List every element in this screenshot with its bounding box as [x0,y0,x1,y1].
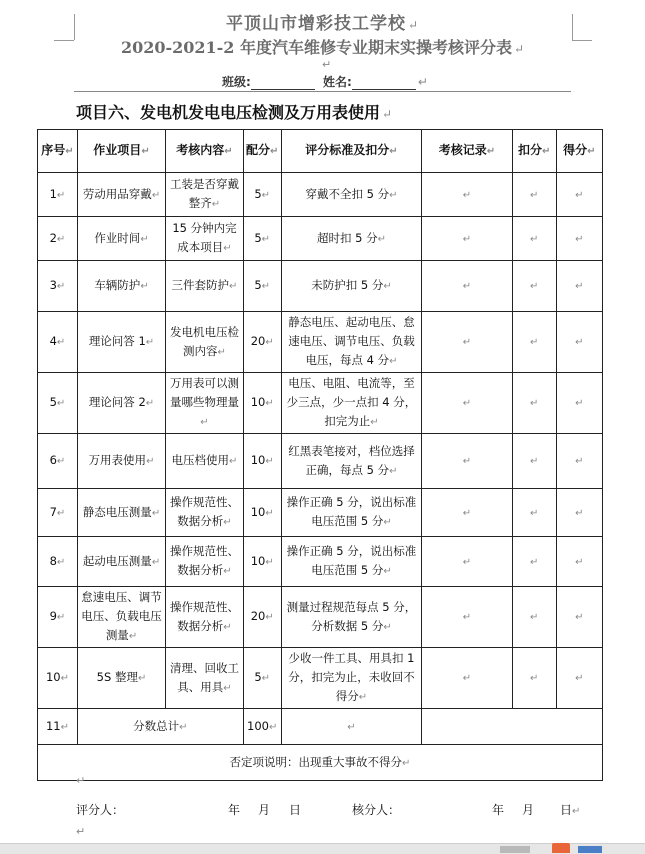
row-score: 5↵ [243,648,281,709]
table-row [38,434,603,489]
row-record-cell[interactable]: ↵ [422,587,512,648]
row-deduction-cell[interactable]: ↵ [512,434,556,489]
name-label: 姓名: [323,75,352,89]
row-no: 2↵ [38,217,78,261]
row-final-cell[interactable]: ↵ [556,434,602,489]
table-row [38,537,603,587]
row-deduction-cell[interactable]: ↵ [512,261,556,312]
row-item: 理论问答 2↵ [77,373,165,434]
table-row [38,261,603,312]
row-final-cell[interactable]: ↵ [556,489,602,537]
row-score: 10↵ [243,537,281,587]
row-item: 理论问答 1↵ [77,312,165,373]
class-name-line: 班级: 姓名: ↵ [222,75,428,89]
total-remaining-cell [422,709,603,745]
total-row [38,709,603,745]
row-no: 9↵ [38,587,78,648]
col-header-item: 作业项目↵ [77,130,165,173]
checker-day-label: 日↵ [560,803,581,817]
grader-year-label: 年 [228,803,241,817]
col-header-no: 序号↵ [38,130,78,173]
row-deduction-cell[interactable]: ↵ [512,537,556,587]
row-final-cell[interactable]: ↵ [556,173,602,217]
class-label: 班级: [222,75,251,89]
row-score: 10↵ [243,489,281,537]
row-content: 15 分钟内完成本项目↵ [166,217,244,261]
row-final-cell[interactable]: ↵ [556,312,602,373]
total-no: 11↵ [38,709,78,745]
app-icon[interactable] [552,843,570,853]
row-no: 1↵ [38,173,78,217]
row-content: 三件套防护↵ [166,261,244,312]
row-no: 3↵ [38,261,78,312]
row-final-cell[interactable]: ↵ [556,261,602,312]
row-item: 车辆防护↵ [77,261,165,312]
row-no: 10↵ [38,648,78,709]
grader-month-label: 月 [258,803,271,817]
row-criteria: 红黑表笔接对，档位选择正确，每点 5 分↵ [281,434,422,489]
row-no: 8↵ [38,537,78,587]
col-header-content: 考核内容↵ [166,130,244,173]
row-record-cell[interactable]: ↵ [422,648,512,709]
total-score: 100↵ [243,709,281,745]
zoom-control[interactable] [578,846,602,853]
row-content: 发电机电压检测内容↵ [166,312,244,373]
row-criteria: 少收一件工具、用具扣 1 分，扣完为止，未收回不得分↵ [281,648,422,709]
table-row [38,373,603,434]
row-item: 劳动用品穿戴↵ [77,173,165,217]
row-final-cell[interactable]: ↵ [556,648,602,709]
row-record-cell[interactable]: ↵ [422,489,512,537]
row-no: 5↵ [38,373,78,434]
paragraph-mark: ↵ [322,58,332,71]
name-blank[interactable] [352,77,416,90]
table-row [38,648,603,709]
row-content: 电压档使用↵ [166,434,244,489]
col-header-record: 考核记录↵ [422,130,512,173]
row-score: 20↵ [243,587,281,648]
row-record-cell[interactable]: ↵ [422,173,512,217]
row-deduction-cell[interactable]: ↵ [512,489,556,537]
status-bar [0,843,645,854]
row-criteria: 测量过程规范每点 5 分，分析数据 5 分↵ [281,587,422,648]
school-title: 平顶山市增彩技工学校 ↵ [225,14,420,34]
row-record-cell[interactable]: ↵ [422,537,512,587]
table-row [38,587,603,648]
row-score: 5↵ [243,217,281,261]
row-content: 操作规范性、数据分析↵ [166,537,244,587]
veto-note: 否定项说明：出现重大事故不得分↵ [38,745,603,781]
row-score: 5↵ [243,173,281,217]
row-content: 工装是否穿戴整齐↵ [166,173,244,217]
row-score: 10↵ [243,373,281,434]
row-record-cell[interactable]: ↵ [422,312,512,373]
col-header-criteria: 评分标准及扣分↵ [281,130,422,173]
row-final-cell[interactable]: ↵ [556,587,602,648]
row-content: 万用表可以测量哪些物理量↵ [166,373,244,434]
exam-title: 2020-2021-2 年度汽车维修专业期末实操考核评分表 ↵ [120,38,525,57]
col-header-final: 得分↵ [556,130,602,173]
row-score: 5↵ [243,261,281,312]
row-item: 作业时间↵ [77,217,165,261]
paragraph-mark: ↵ [76,825,86,838]
row-criteria: 电压、电阻、电流等，至少三点，少一点扣 4 分，扣完为止↵ [281,373,422,434]
grader-label: 评分人： [76,803,125,817]
row-criteria: 操作正确 5 分，说出标准电压范围 5 分↵ [281,489,422,537]
row-deduction-cell[interactable]: ↵ [512,648,556,709]
scoring-table [37,129,603,781]
col-header-score: 配分↵ [243,130,281,173]
paragraph-mark: ↵ [76,774,86,787]
row-deduction-cell[interactable]: ↵ [512,217,556,261]
row-item: 怠速电压、调节电压、负载电压测量↵ [77,587,165,648]
note-row [38,745,603,781]
table-row [38,489,603,537]
row-score: 10↵ [243,434,281,489]
row-item: 5S 整理↵ [77,648,165,709]
row-record-cell[interactable]: ↵ [422,261,512,312]
row-criteria: 静态电压、起动电压、怠速电压、调节电压、负载电压，每点 4 分↵ [281,312,422,373]
row-item: 万用表使用↵ [77,434,165,489]
checker-label: 核分人： [352,803,401,817]
table-row [38,312,603,373]
total-label: 分数总计↵ [77,709,243,745]
row-criteria: 未防护扣 5 分↵ [281,261,422,312]
row-record-cell[interactable]: ↵ [422,217,512,261]
header-divider [74,91,571,92]
row-record-cell[interactable]: ↵ [422,434,512,489]
row-item: 静态电压测量↵ [77,489,165,537]
table-row [38,173,603,217]
row-no: 4↵ [38,312,78,373]
row-content: 操作规范性、数据分析↵ [166,489,244,537]
row-deduction-cell[interactable]: ↵ [512,312,556,373]
checker-year-label: 年 [492,803,505,817]
row-no: 6↵ [38,434,78,489]
row-deduction-cell[interactable]: ↵ [512,587,556,648]
col-header-deduction: 扣分↵ [512,130,556,173]
row-final-cell[interactable]: ↵ [556,217,602,261]
section-title: 项目六、发电机发电电压检测及万用表使用 ↵ [76,103,393,122]
row-final-cell[interactable]: ↵ [556,373,602,434]
class-blank[interactable] [251,77,315,90]
row-criteria: 操作正确 5 分，说出标准电压范围 5 分↵ [281,537,422,587]
total-criteria-cell: ↵ [281,709,422,745]
row-score: 20↵ [243,312,281,373]
table-header-row [38,130,603,173]
row-deduction-cell[interactable]: ↵ [512,373,556,434]
row-criteria: 穿戴不全扣 5 分↵ [281,173,422,217]
row-content: 操作规范性、数据分析↵ [166,587,244,648]
table-row [38,217,603,261]
checker-month-label: 月 [522,803,535,817]
row-content: 清理、回收工具、用具↵ [166,648,244,709]
grader-day-label: 日 [289,803,302,817]
view-mode-button[interactable] [500,846,530,853]
row-final-cell[interactable]: ↵ [556,537,602,587]
row-criteria: 超时扣 5 分↵ [281,217,422,261]
row-item: 起动电压测量↵ [77,537,165,587]
row-no: 7↵ [38,489,78,537]
row-record-cell[interactable]: ↵ [422,373,512,434]
row-deduction-cell[interactable]: ↵ [512,173,556,217]
